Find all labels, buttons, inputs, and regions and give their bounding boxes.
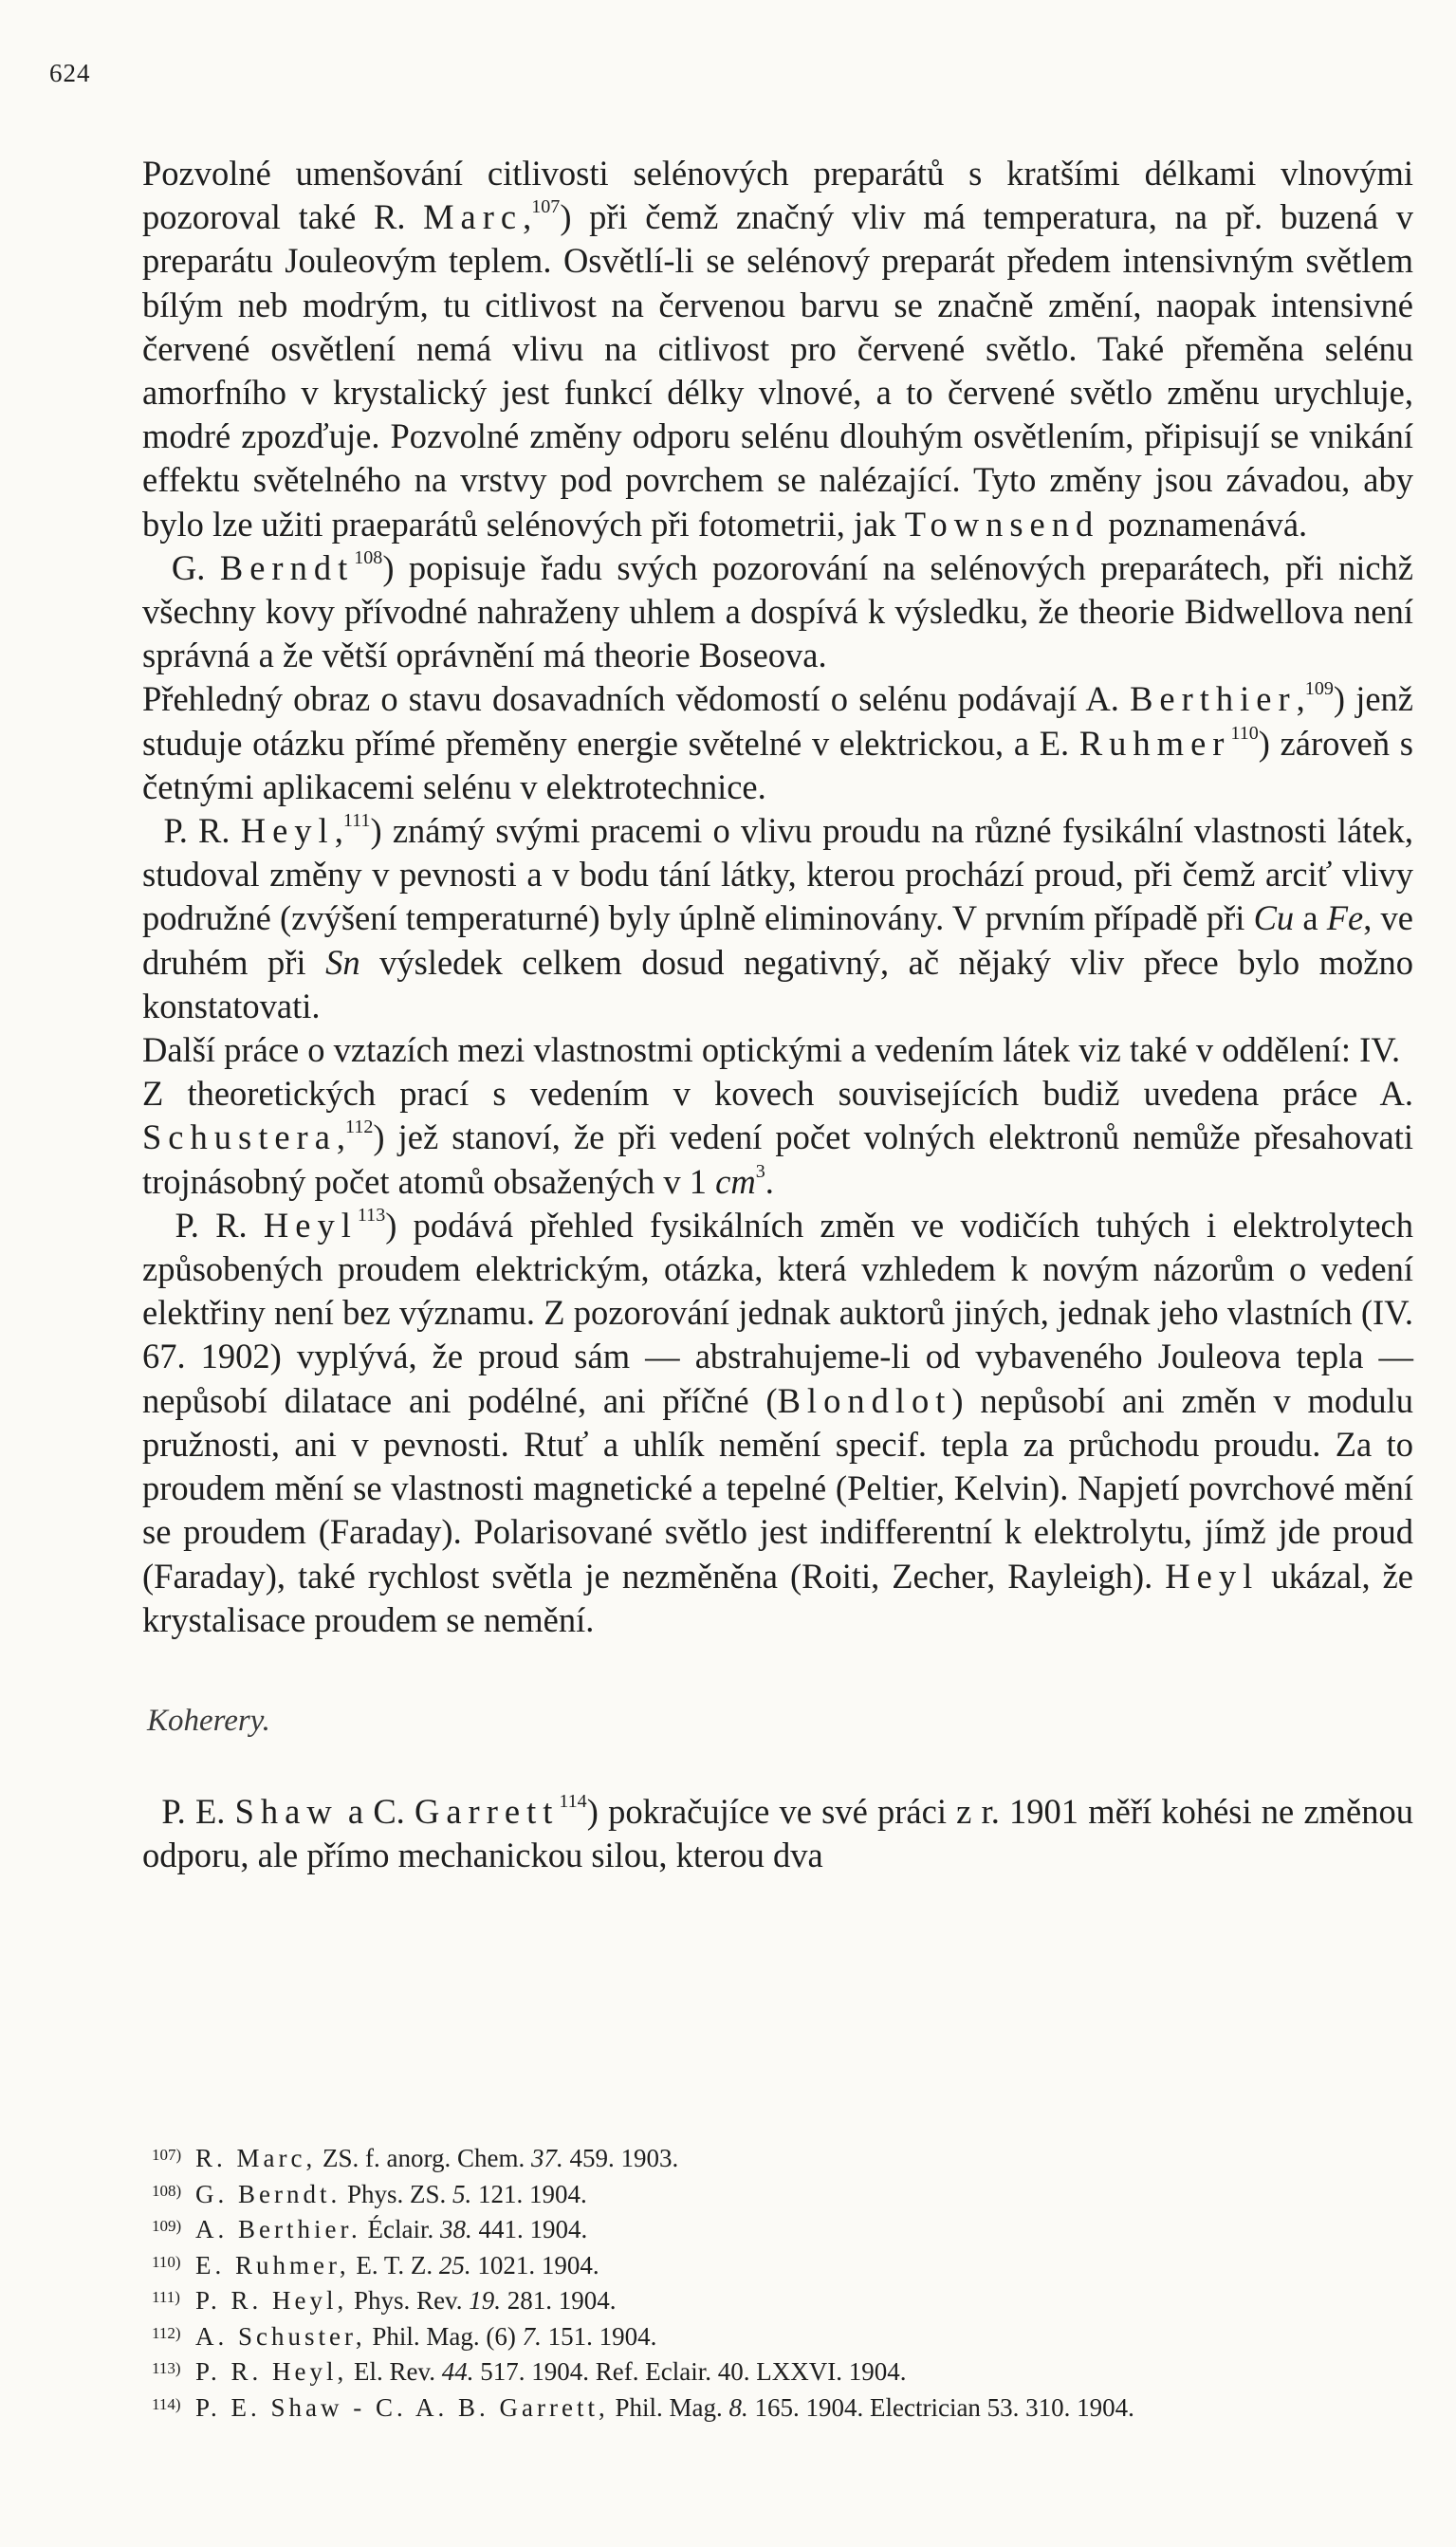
footnote-number: 109) [152,2217,182,2235]
text: P. E. [161,1792,235,1832]
paragraph-schuster: Z theoretických prací s vedením v kovech souvisejících budiž uvedena práce A. Schustera,$^{112}$) jež stanoví, že při vedení počet volných elektronů nemůže přesahovati trojnásobný počet atomů obsažených v 1 $cm^3$. [142,1074,1413,1201]
footnote-volume: 8. [728,2392,748,2422]
footnote-volume: 37. [530,2144,563,2172]
footnote-number: 110) [152,2252,181,2271]
paragraph-shaw [142,1790,1413,1877]
footnote-number: 113) [152,2359,181,2377]
author-blondlot: Blondlot [777,1380,952,1420]
text: ) zároveň s četnými aplikacemi selénu v elektrotechnice. [142,723,1413,806]
footnote-source: Éclair. [360,2215,440,2243]
text: Z theoretických prací s vedením v kovech souvisejících budiž uvedena práce A. [142,1074,1413,1114]
footnote-source: ZS. f. anorg. Chem. [316,2144,531,2172]
text: Další práce o vztazích mezi vlastnostmi optickými a vedením látek viz také v oddělení: IV. [142,1030,1401,1070]
text: , ve druhém při [142,898,1414,982]
footnote-source: Phys. Rev. [347,2286,470,2315]
footnote-number: 108) [152,2181,182,2200]
footnote-source: Phil. Mag. (6) [365,2321,523,2351]
page-number: 624 [49,59,91,87]
text: ) jenž studuje otázku přímé přeměny energie světelné v elektrickou, a E. [142,679,1413,763]
footnote-pages: 281. 1904. [501,2286,617,2315]
footnote-volume: 44. [441,2357,474,2386]
text: ) nepůsobí ani změn v modulu pružnosti, ani v pevnosti. Rtuť a uhlík nemění specif. tepla za průchodu proudu. Za to proudem mění se vlastnosti magnetické a tepelné (Peltier, Kelvin). Napjetí povrchové mění se proudem (Faraday). Polarisované světlo jest indifferentní k elektrolytu, jímž jde proud (Faraday), také rychlost světla je nezměněna (Roiti, Zecher, Rayleigh). [142,1380,1413,1596]
footnote-source: Phil. Mag. [608,2392,729,2422]
footnote [142,2389,1413,2425]
footnote [142,2353,1413,2389]
text: ) podává přehled fysikálních změn ve vodičích tuhých i elektrolytech způsobených proudem elektrickým, otázka, která vzhledem k novým názorům o vedení elektřiny není bez významu. Z pozorování jednak auktorů jiných, jednak jeho vlastních (IV. 67. 1902) vyplývá, že proud sám — abstrahujeme-li od vybaveného Jouleova tepla — nepůsobí dilatace ani podélné, ani příčné ( [142,1205,1413,1420]
text: ) popisuje řadu svých pozorování na selénových preparátech, při nichž všechny kovy přívodné nahraženy uhlem a dospívá k výsledku, že theorie Bidwellova není správná a že větší oprávnění má theorie Boseova. [142,547,1414,675]
author-shaw: Shaw [234,1792,339,1832]
author-heyl: Heyl [1165,1556,1260,1596]
footnote-ref: 111 [342,809,371,831]
footnote-number: 114) [152,2394,181,2413]
footnote-author: P. R. Heyl, [195,2286,348,2315]
footnote-number: 111) [152,2288,180,2306]
symbol-sn: Sn [325,942,360,982]
text: a [1294,898,1327,938]
text: P. R. [175,1205,264,1245]
footnote-pages: 151. 1904. [541,2321,657,2351]
paragraph-berthier: Přehledný obraz o stavu dosavadních vědomostí o selénu podávají A. Berthier,$^{109}$) jenž studuje otázku přímé přeměny energie světelné v elektrickou, a E. Ruhmer$^{110}$) zároveň s četnými aplikacemi selénu v elektrotechnice. [142,678,1413,806]
footnote-number: 107) [152,2146,182,2164]
footnote-ref: 109 [1304,678,1334,700]
footnote-author: E. Ruhmer, [195,2250,350,2279]
footnote-author: A. Schuster, [195,2321,366,2351]
author-berthier: Berthier [1130,679,1297,719]
paragraph-optics [142,1028,1413,1072]
paragraph-heyl-2 [142,1204,1413,1642]
author-townsend: Townsend [904,504,1100,544]
symbol-cu: Cu [1253,898,1295,938]
footnote [142,2175,1413,2211]
footnote-volume: 7. [522,2321,542,2351]
author-heyl: Heyl [240,811,335,851]
paragraph-heyl: P. R. Heyl,$^{111}$) známý svými pracemi o vlivu proudu na různé fysikální vlastnosti látek, studoval změny v pevnosti a v bodu tání látky, kterou prochází proud, při čemž arciť vlivy podružné (zvýšení temperaturné) byly úplně eliminovány. V prvním případě při Cu a Fe, ve druhém při Sn výsledek celkem dosud negativný, ač nějaký vliv přece bylo možno konstatovati. [142,809,1414,1025]
footnote-pages: 441. 1904. [471,2215,588,2243]
symbol-fe: Fe [1326,898,1364,938]
footnote [142,2139,1413,2175]
footnote [142,2317,1413,2353]
text: ukázal, že krystalisace proudem se nemění. [142,1556,1413,1639]
footnote-ref: 114 [559,1791,587,1813]
footnote-volume: 25. [438,2250,471,2279]
footnote-author: G. Berndt. [195,2179,341,2208]
text: ) pokračujíce ve své práci z r. 1901 měří kohési ne změnou odporu, ale přímo mechanickou silou, kterou dva [142,1792,1414,1875]
footnote-author: R. Marc, [195,2144,317,2172]
author-heyl: Heyl [263,1205,358,1245]
footnote-author: P. R. Heyl, [195,2357,348,2386]
text: . [765,1161,774,1201]
footnote-number: 112) [152,2323,181,2342]
footnote-source: E. T. Z. [349,2250,439,2279]
exponent: 3 [755,1160,765,1182]
author-garrett: Garrett [415,1792,560,1832]
footnote-pages: 165. 1904. Electrician 53. 310. 1904. [747,2392,1134,2422]
footnotes [142,2139,1413,2424]
text: Pozvolné umenšování citlivosti selénových preparátů s kratšími délkami vlnovými pozoroval také R. [142,154,1413,237]
footnote [142,2210,1413,2246]
footnote-author: P. E. Shaw - C. A. B. Garrett, [195,2392,609,2422]
footnote [142,2281,1413,2317]
author-marc: Marc [423,197,524,237]
author-berndt: Berndt [219,547,355,587]
footnote-ref: 110 [1230,722,1259,744]
text: ) při čemž značný vliv má temperatura, na př. buzená v preparátu Jouleovým teplem. Osvětlí-li se selénový preparát předem intensivným světlem bílým neb modrým, tu citlivost na červenou barvu se značně změní, naopak intensivné červené osvětlení nemá vlivu na citlivost pro červené světlo. Také přeměna selénu amorfního v krystalický jest funkcí délky vlnové, a to červené světlo změnu urychluje, modré zpozďuje. Pozvolné změny odporu selénu dlouhým osvětlením, připisují se vnikání effektu světelného na vrstvy pod povrchem se nalézající. Tyto změny jsou závadou, aby bylo lze užiti praeparátů selénových při fotometrii, jak [142,197,1413,544]
author-ruhmer: Ruhmer [1078,723,1231,763]
footnote-ref: 113 [357,1204,386,1226]
text: poznamenává. [1099,504,1308,544]
footnote-volume: 19. [469,2286,502,2315]
footnote [142,2246,1413,2282]
footnote-pages: 517. 1904. Ref. Eclair. 40. LXXVI. 1904. [473,2357,907,2386]
footnote-volume: 38. [439,2215,472,2243]
footnote-source: Phys. ZS. [341,2179,453,2208]
text: P. R. [163,811,241,851]
footnote-author: A. Berthier. [195,2215,361,2243]
footnote-ref: 107 [531,196,561,218]
footnote-ref: 112 [345,1117,374,1138]
text: Přehledný obraz o stavu dosavadních vědomostí o selénu podávají A. [142,679,1131,719]
body-text [142,152,1413,1878]
text: ) známý svými pracemi o vlivu proudu na různé fysikální vlastnosti látek, studoval změny v pevnosti a v bodu tání látky, kterou prochází proud, při čemž arciť vlivy podružné (zvýšení temperaturné) byly úplně eliminovány. V prvním případě při [142,811,1413,938]
section-heading: Koherery. [147,1703,270,1738]
footnote-pages: 1021. 1904. [470,2250,599,2279]
footnote-volume: 5. [452,2179,472,2208]
text: výsledek celkem dosud negativný, ač nějaký vliv přece bylo možno konstatovati. [142,942,1413,1025]
footnote-source: El. Rev. [347,2357,442,2386]
paragraph-berndt [142,546,1413,678]
footnote-ref: 108 [354,546,383,568]
text: G. [171,547,220,587]
author-schuster: Schustera [142,1117,337,1157]
text: ) jež stanoví, že při vedení počet volných elektronů nemůže přesahovati trojnásobný počet atomů obsažených v 1 [142,1117,1413,1201]
footnote-pages: 459. 1903. [562,2144,679,2172]
unit-cm: cm [715,1161,756,1201]
footnote-pages: 121. 1904. [471,2179,587,2208]
text: a C. [338,1792,415,1832]
paragraph-marc: Pozvolné umenšování citlivosti selénových preparátů s kratšími délkami vlnovými pozoroval také R. Marc,$^{107}$) při čemž značný vliv má temperatura, na př. buzená v preparátu Jouleovým teplem. Osvětlí-li se selénový preparát předem intensivným světlem bílým neb modrým, tu citlivost na červenou barvu se značně změní, naopak intensivné červené osvětlení nemá vlivu na citlivost pro červené světlo. Také přeměna selénu amorfního v krystalický jest funkcí délky vlnové, a to červené světlo změnu urychluje, modré zpozďuje. Pozvolné změny odporu selénu dlouhým osvětlením, připisují se vnikání effektu světelného na vrstvy pod povrchem se nalézající. Tyto změny jsou závadou, aby bylo lze užiti praeparátů selénových při fotometrii, jak Townsend poznamenává. [142,154,1413,544]
